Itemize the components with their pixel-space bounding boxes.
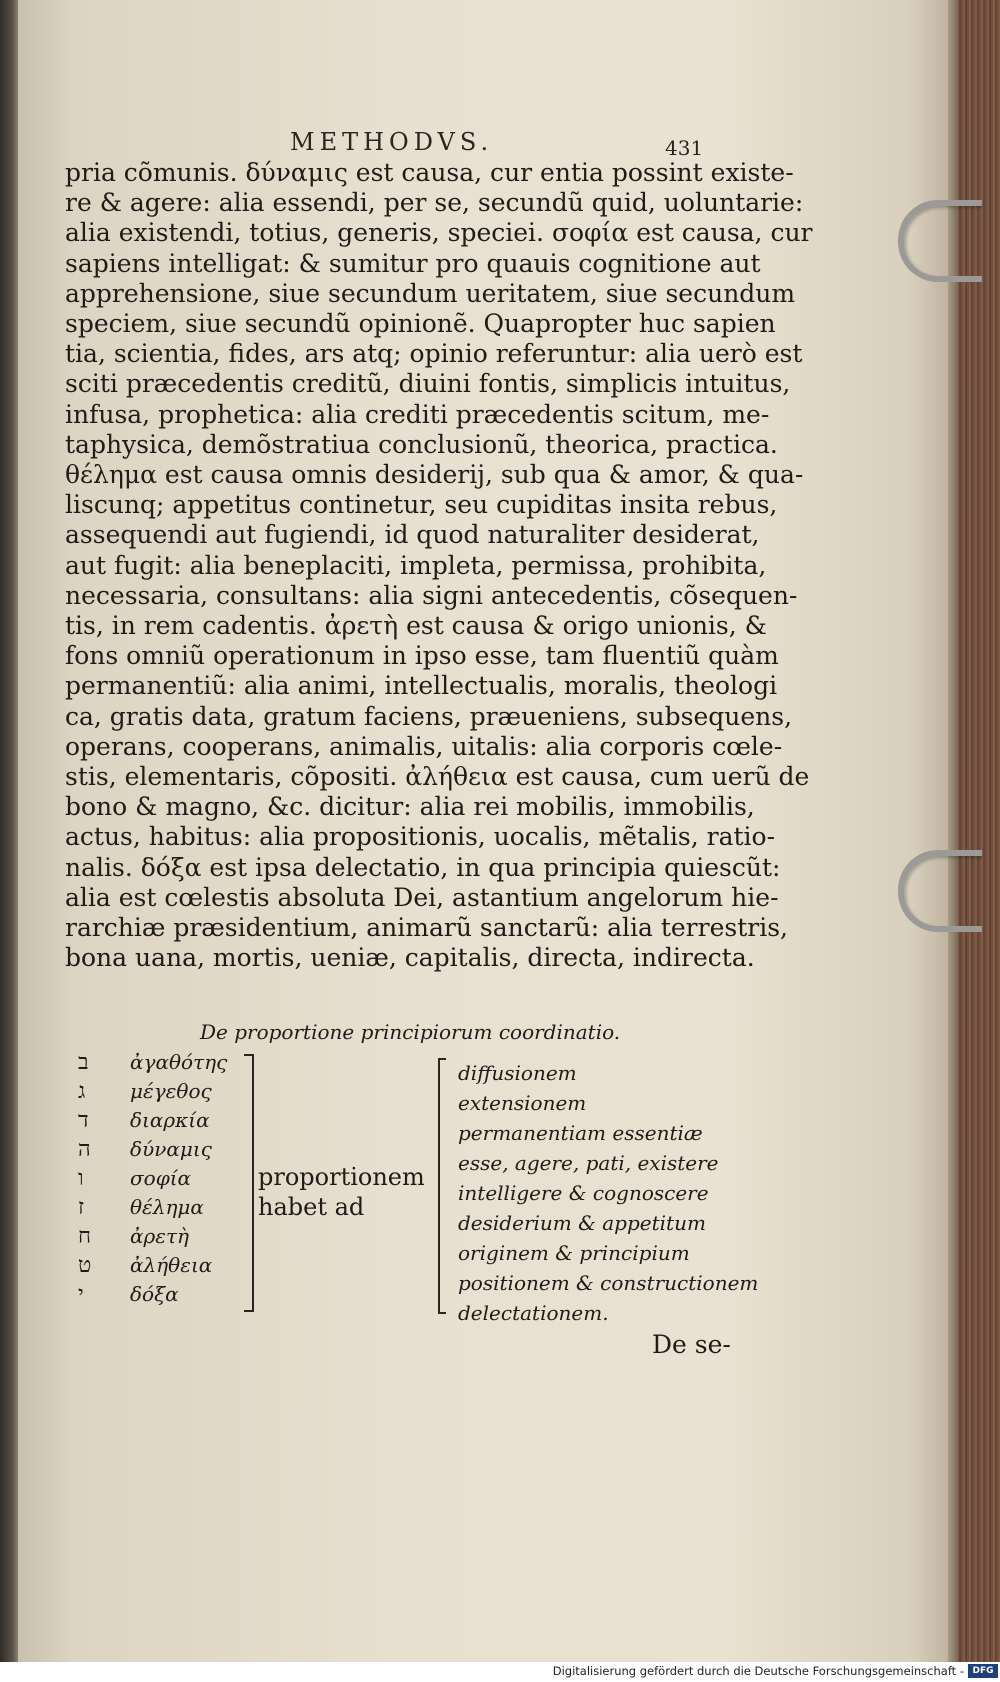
text-line: assequendi aut fugiendi, id quod naturaliter desiderat, xyxy=(65,520,760,550)
table-caption: De proportione principiorum coordinatio. xyxy=(200,1020,621,1044)
greek-term: σοφία xyxy=(130,1166,192,1190)
text-line: operans, cooperans, animalis, uitalis: alia corporis cœle- xyxy=(65,731,783,761)
latin-term: extensionem xyxy=(458,1091,587,1115)
greek-term: δόξα xyxy=(130,1282,179,1306)
text-line: infusa, prophetica: alia crediti præcedentis scitum, me- xyxy=(65,399,770,429)
text-line: taphysica, demõstratiua conclusionũ, theorica, practica. xyxy=(65,429,778,459)
text-line: ca, gratis data, gratum faciens, præueniens, subsequens, xyxy=(65,701,793,731)
right-brace xyxy=(438,1060,448,1312)
latin-term: delectationem. xyxy=(458,1301,609,1325)
footer-credit: Digitalisierung gefördert durch die Deutsche Forschungsgemeinschaft - xyxy=(552,1664,964,1678)
hebrew-letter: ז xyxy=(78,1195,85,1220)
text-line: sapiens intelligat: & sumitur pro quauis cognitione aut xyxy=(65,248,761,278)
hebrew-letter: ג xyxy=(78,1079,86,1104)
text-line: bono & magno, &c. dicitur: alia rei mobilis, immobilis, xyxy=(65,792,755,822)
text-line: apprehensione, siue secundum ueritatem, siue secundum xyxy=(65,278,796,308)
text-line: sciti præcedentis creditũ, diuini fontis, simplicis intuitus, xyxy=(65,369,791,399)
greek-term: θέλημα xyxy=(130,1195,204,1219)
relation-line-2: habet ad xyxy=(258,1193,365,1221)
body-text xyxy=(65,158,813,973)
text-line: liscunq; appetitus continetur, seu cupiditas insita rebus, xyxy=(65,490,778,520)
text-line: θέλημα est causa omnis desiderij, sub qua & amor, & qua- xyxy=(65,460,804,490)
latin-term: originem & principium xyxy=(458,1241,690,1265)
greek-term: ἀλήθεια xyxy=(130,1253,213,1277)
hebrew-letter-column xyxy=(78,1048,108,1309)
clasp-bottom xyxy=(898,850,982,932)
greek-term: ἀρετὴ xyxy=(130,1224,190,1248)
text-line: actus, habitus: alia propositionis, uocalis, mẽtalis, ratio- xyxy=(65,822,776,852)
text-line: aut fugit: alia beneplaciti, impleta, permissa, prohibita, xyxy=(65,550,767,580)
text-line: tis, in rem cadentis. ἀρετὴ est causa & origo unionis, & xyxy=(65,611,767,641)
hebrew-letter: ד xyxy=(78,1108,89,1133)
page-number: 431 xyxy=(665,136,704,160)
latin-term-column xyxy=(458,1058,758,1328)
hebrew-letter: ח xyxy=(78,1224,92,1249)
running-head: METHODVS. xyxy=(290,128,494,156)
latin-term: positionem & constructionem xyxy=(458,1271,759,1295)
greek-term: ἀγαθότης xyxy=(130,1050,228,1074)
book-spine-edge xyxy=(0,0,18,1662)
text-line: alia est cœlestis absoluta Dei, astantium angelorum hie- xyxy=(65,882,779,912)
text-line: nalis. δόξα est ipsa delectatio, in qua principia quiescũt: xyxy=(65,852,781,882)
hebrew-letter: ה xyxy=(78,1137,91,1162)
hebrew-letter: י xyxy=(78,1282,84,1307)
relation-text xyxy=(258,1162,425,1222)
text-line: bona uana, mortis, ueniæ, capitalis, directa, indirecta. xyxy=(65,943,755,973)
latin-term: diffusionem xyxy=(458,1061,577,1085)
relation-line-1: proportionem xyxy=(258,1163,425,1191)
clasp-top xyxy=(898,200,982,282)
text-line: tia, scientia, fides, ars atq; opinio referuntur: alia uerò est xyxy=(65,339,803,369)
text-line: re & agere: alia essendi, per se, secundũ quid, uoluntarie: xyxy=(65,188,804,218)
text-line: alia existendi, totius, generis, speciei. σοφία est causa, cur xyxy=(65,218,813,248)
latin-term: desiderium & appetitum xyxy=(458,1211,706,1235)
text-line: pria cõmunis. δύναμις est causa, cur entia possint existe- xyxy=(65,158,794,187)
catchword: De se- xyxy=(652,1330,731,1359)
latin-term: permanentiam essentiæ xyxy=(458,1121,703,1145)
latin-term: esse, agere, pati, existere xyxy=(458,1151,719,1175)
latin-term: intelligere & cognoscere xyxy=(458,1181,709,1205)
dfg-logo: DFG xyxy=(968,1664,998,1678)
greek-term: διαρκία xyxy=(130,1108,210,1132)
text-line: necessaria, consultans: alia signi antecedentis, cõsequen- xyxy=(65,580,798,610)
text-line: stis, elementaris, cõpositi. ἀλήθεια est causa, cum uerũ de xyxy=(65,762,810,792)
greek-term: μέγεθος xyxy=(130,1079,212,1103)
footer-bar xyxy=(0,1662,1000,1682)
text-line: fons omniũ operationum in ipso esse, tam fluentiũ quàm xyxy=(65,641,779,671)
hebrew-letter: ב xyxy=(78,1050,89,1075)
text-line: permanentiũ: alia animi, intellectualis, moralis, theologi xyxy=(65,671,778,701)
text-line: speciem, siue secundũ opinionẽ. Quapropter huc sapien xyxy=(65,309,776,339)
hebrew-letter: ט xyxy=(78,1253,92,1278)
hebrew-letter: ו xyxy=(78,1166,84,1191)
greek-term-column xyxy=(130,1048,240,1309)
text-line: rarchiæ præsidentium, animarũ sanctarũ: alia terrestris, xyxy=(65,913,788,943)
left-brace xyxy=(242,1056,254,1310)
greek-term: δύναμις xyxy=(130,1137,212,1161)
